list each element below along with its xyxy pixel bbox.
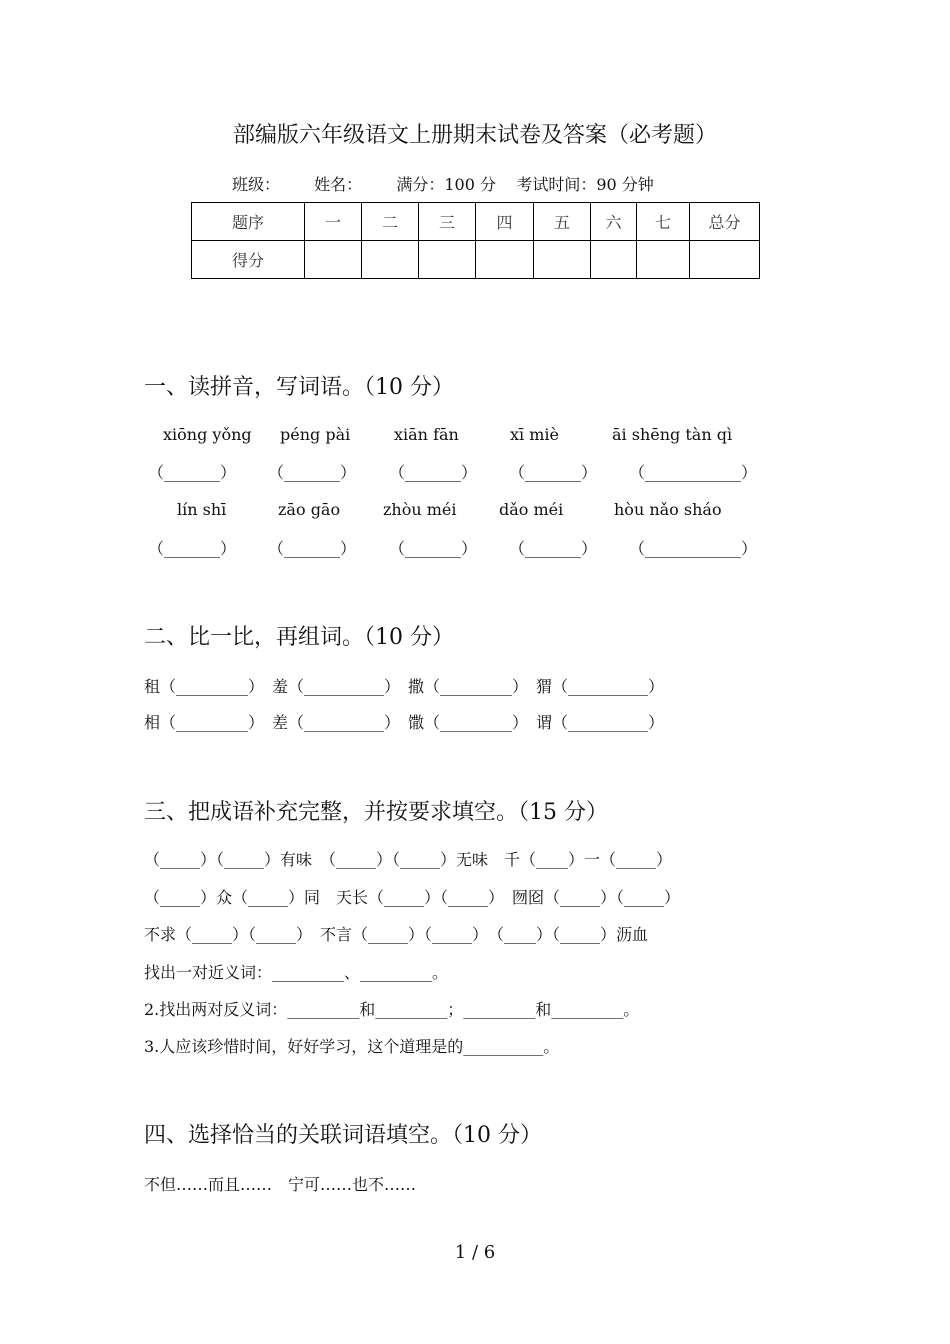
page-number: 1 / 6 xyxy=(454,1242,496,1263)
score-row-label: 得分 xyxy=(192,241,305,279)
answer-blank[interactable]: （_______） xyxy=(268,463,357,482)
exam-info: 班级： 姓名： 满分：100 分 考试时间：90 分钟 xyxy=(232,175,654,194)
pinyin: hòu nǎo sháo xyxy=(614,500,722,519)
page-title: 部编版六年级语文上册期末试卷及答案（必考题） xyxy=(232,123,717,148)
score-table-score-row xyxy=(192,241,760,279)
pinyin: zhòu méi xyxy=(383,500,457,519)
answer-blank[interactable]: （_______） xyxy=(268,539,357,558)
answer-blank[interactable]: （_______） xyxy=(509,539,598,558)
score-cell[interactable] xyxy=(637,241,690,279)
idiom-line[interactable]: 不求（_____）（_____） 不言（_____）（_____） （____）（_____）沥血 xyxy=(144,925,649,944)
compare-line[interactable]: 租（_________） 羞（__________） 撒（_________） 猬（__________） xyxy=(144,677,665,696)
pinyin: xī miè xyxy=(510,425,559,444)
pinyin: āi shēng tàn qì xyxy=(612,425,733,444)
header-cell: 二 xyxy=(362,203,419,241)
pinyin: xiōng yǒng xyxy=(163,425,252,444)
score-cell[interactable] xyxy=(534,241,591,279)
score-cell[interactable] xyxy=(362,241,419,279)
section-2-heading: 二、比一比，再组词。（10 分） xyxy=(144,625,454,650)
section-4-heading: 四、选择恰当的关联词语填空。（10 分） xyxy=(144,1123,542,1148)
pinyin: zāo gāo xyxy=(278,500,341,519)
pinyin: xiān fān xyxy=(394,425,459,444)
score-cell[interactable] xyxy=(305,241,362,279)
header-cell: 一 xyxy=(305,203,362,241)
answer-blank[interactable]: （____________） xyxy=(629,539,758,558)
header-cell: 六 xyxy=(591,203,637,241)
pinyin: dǎo méi xyxy=(499,500,564,519)
pinyin: lín shī xyxy=(177,500,227,519)
header-cell: 四 xyxy=(476,203,534,241)
score-table-header-row xyxy=(192,203,760,241)
answer-blank[interactable]: （_______） xyxy=(389,463,478,482)
section-3-heading: 三、把成语补充完整，并按要求填空。（15 分） xyxy=(144,800,608,825)
section-1-heading: 一、读拼音，写词语。（10 分） xyxy=(144,375,454,400)
header-cell: 五 xyxy=(534,203,591,241)
header-cell: 七 xyxy=(637,203,690,241)
question-line[interactable]: 3.人应该珍惜时间，好好学习，这个道理是的__________。 xyxy=(144,1037,560,1056)
answer-blank[interactable]: （____________） xyxy=(629,463,758,482)
idiom-line[interactable]: （_____）众（_____）同 天长（_____）（_____） 囫囵（_____）（_____） xyxy=(144,888,681,907)
idiom-line[interactable]: （_____）（_____）有味 （_____）（_____）无味 千（____）一（_____） xyxy=(144,850,673,869)
pinyin: péng pài xyxy=(280,425,351,444)
answer-blank[interactable]: （_______） xyxy=(389,539,478,558)
question-line[interactable]: 2.找出两对反义词：_________和_________；_________和_________。 xyxy=(144,1000,640,1019)
answer-blank[interactable]: （_______） xyxy=(148,463,237,482)
answer-blank[interactable]: （_______） xyxy=(509,463,598,482)
score-cell[interactable] xyxy=(476,241,534,279)
score-table xyxy=(191,202,760,279)
answer-blank[interactable]: （_______） xyxy=(148,539,237,558)
conjunction-options: 不但……而且…… 宁可……也不…… xyxy=(144,1175,417,1194)
score-cell[interactable] xyxy=(690,241,760,279)
question-line[interactable]: 找出一对近义词：_________、_________。 xyxy=(144,963,449,982)
compare-line[interactable]: 相（_________） 差（__________） 馓（_________） 谓（__________） xyxy=(144,713,665,732)
score-cell[interactable] xyxy=(591,241,637,279)
header-cell: 总分 xyxy=(690,203,760,241)
score-cell[interactable] xyxy=(419,241,476,279)
header-cell: 三 xyxy=(419,203,476,241)
header-cell: 题序 xyxy=(192,203,305,241)
